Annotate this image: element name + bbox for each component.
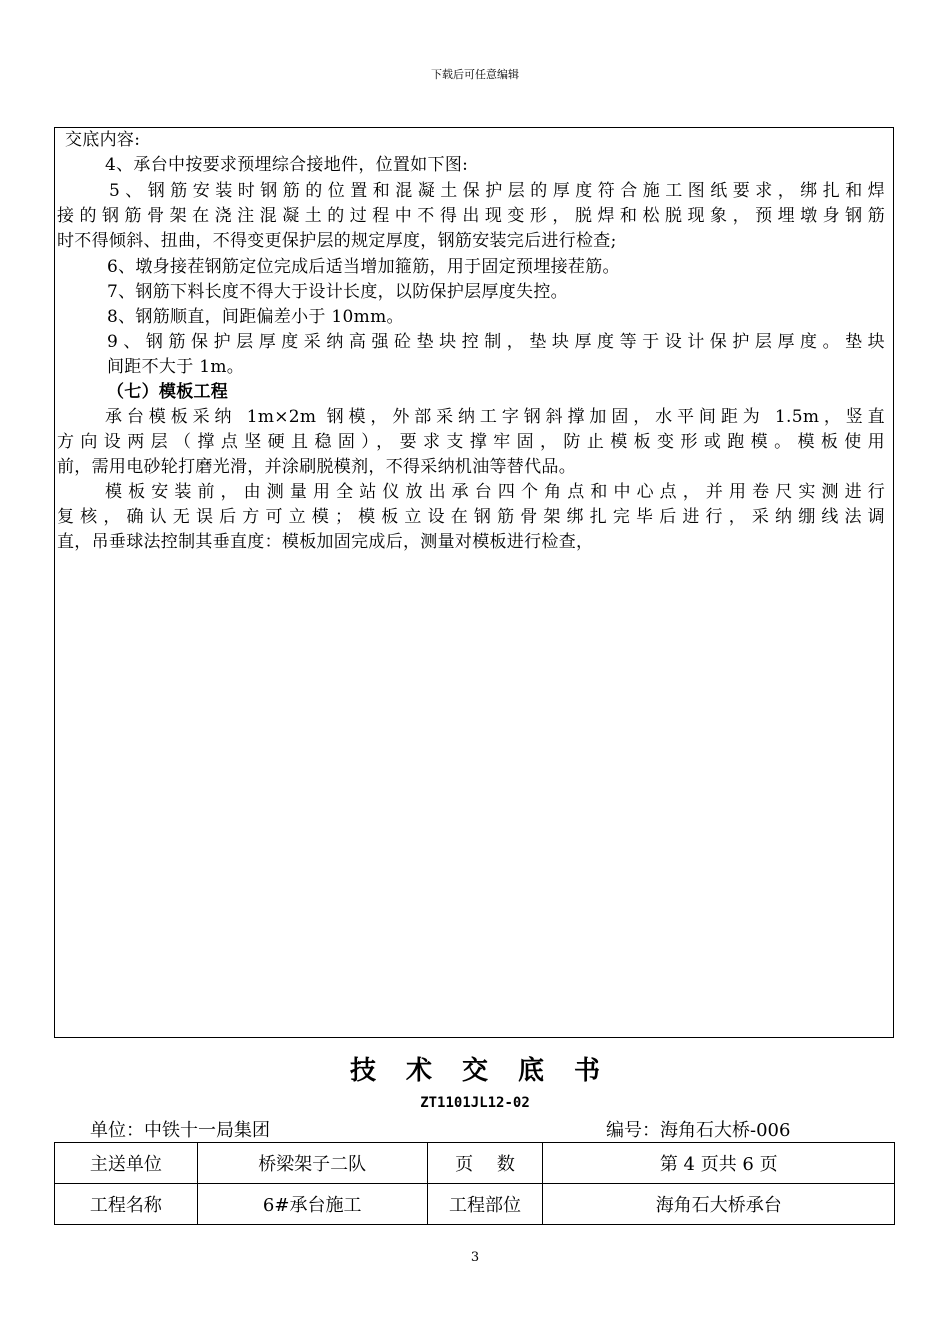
table-cell: 海角石大桥承台 (543, 1184, 895, 1225)
content-line: 8、钢筋顺直，间距偏差小于 10mm。 (107, 307, 404, 327)
table-cell: 页 数 (427, 1143, 543, 1184)
content-line: 复核，确认无误后方可立模；模板立设在钢筋骨架绑扎完毕后进行，采纳绷线法调 (57, 507, 885, 527)
serial-number: 编号：海角石大桥-006 (606, 1120, 791, 1141)
doc-title: 技术交底书 (349, 1056, 630, 1086)
content-line: 模板安装前，由测量用全站仪放出承台四个角点和中心点，并用卷尺实测进行 (105, 482, 885, 502)
table-cell: 桥梁架子二队 (197, 1143, 427, 1184)
table-cell: 6#承台施工 (197, 1184, 427, 1225)
content-line: 9、钢筋保护层厚度采纳高强砼垫块控制，垫块厚度等于设计保护层厚度。垫块 (107, 332, 885, 352)
content-line: 方向设两层（撑点坚硬且稳固），要求支撑牢固，防止模板变形或跑模。模板使用 (57, 432, 885, 452)
header-note: 下载后可任意编辑 (431, 68, 519, 81)
table-cell: 工程名称 (55, 1184, 198, 1225)
content-line: 承台模板采纳 1m×2m 钢模，外部采纳工字钢斜撑加固，水平间距为 1.5m，竖直 (105, 407, 885, 427)
content-line: 5、钢筋安装时钢筋的位置和混凝土保护层的厚度符合施工图纸要求，绑扎和焊 (109, 181, 885, 201)
table-cell: 工程部位 (427, 1184, 543, 1225)
content-line: 4、承台中按要求预埋综合接地件，位置如下图: (105, 155, 469, 175)
content-line: 6、墩身接茬钢筋定位完成后适当增加箍筋，用于固定预埋接茬筋。 (107, 257, 620, 277)
table-row (55, 1143, 895, 1184)
page-number: 3 (470, 1250, 480, 1265)
disclosure-content-box (54, 127, 894, 1038)
content-line: 7、钢筋下料长度不得大于设计长度，以防保护层厚度失控。 (107, 282, 568, 302)
table-row (55, 1184, 895, 1225)
content-line: 直，吊垂球法控制其垂直度：模板加固完成后，测量对模板进行检查， (57, 532, 594, 552)
info-table (54, 1142, 895, 1225)
content-line: 前，需用电砂轮打磨光滑，并涂刷脱模剂，不得采纳机油等替代品。 (57, 457, 576, 477)
section-heading: （七）模板工程 (107, 382, 229, 402)
unit-label: 单位：中铁十一局集团 (90, 1120, 270, 1141)
content-line: 时不得倾斜、扭曲，不得变更保护层的规定厚度，钢筋安装完后进行检查; (57, 231, 617, 251)
content-line: 接的钢筋骨架在浇注混凝土的过程中不得出现变形，脱焊和松脱现象，预埋墩身钢筋 (57, 206, 885, 226)
table-cell: 主送单位 (55, 1143, 198, 1184)
content-line: 间距不大于 1m。 (107, 357, 245, 377)
table-cell: 第 4 页共 6 页 (543, 1143, 895, 1184)
content-label: 交底内容: (65, 130, 141, 150)
doc-number: ZT1101JL12-02 (420, 1095, 530, 1111)
